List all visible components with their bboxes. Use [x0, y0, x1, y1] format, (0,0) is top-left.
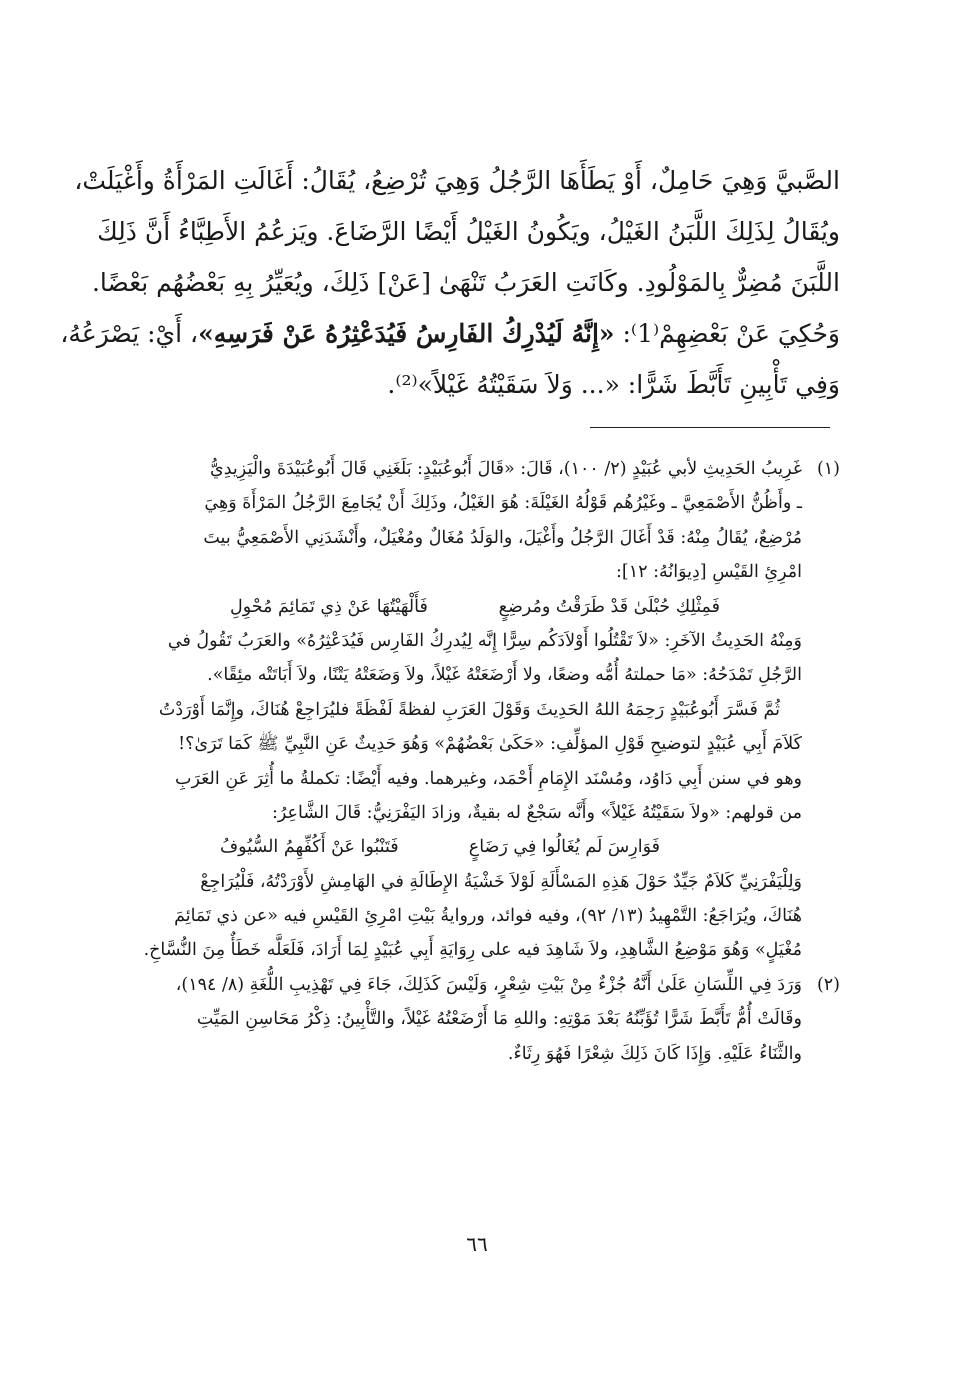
- main-text-block: [60, 155, 840, 410]
- poetry-verse: [110, 590, 840, 624]
- main-text-line-with-quote: [60, 308, 840, 359]
- footnote-line: وهو في سنن أَبِي دَاوُد، ومُسْنَد الإِمَامِ أَحْمَد، وغيرهما. وفيه أَيْضًا: تكملةُ ما أُثِرَ عَنِ العَرَبِ: [174, 768, 802, 789]
- main-text-line: ويُقَالُ لِذَلِكَ اللَّبَنُ الغَيْلُ، ويَكُونُ الغَيْلُ أَيْضًا الرَّضَاعَ. ويَزعُمُ الأَطِبَّاءُ أَنَّ ذَلِكَ: [97, 217, 840, 246]
- footnote-number: (٢): [816, 974, 840, 995]
- main-text-line: اللَّبَنَ مُضِرٌّ بِالمَوْلُودِ. وكَانَتِ العَرَبُ تَنْهَىٰ [عَنْ] ذَلِكَ، ويُعَيِّرُ بِهِ بَعْضُهُم بَعْضًا.: [91, 268, 840, 297]
- footnote-line: ثُمَّ فَسَّرَ أَبُوعُبَيْدٍ رَحِمَهُ اللهُ الحَدِيثَ وَقَوْلَ العَرَبِ لفظةً لَفْظَةً فليُرَاجِعْ هُنَاكَ، وإِنَّمَا أَوْرَدْتُ: [158, 699, 780, 720]
- footnote-line: وَمِنْهُ الحَدِيثُ الآخَرِ: «لاَ تَقْتُلُوا أَوْلاَدَكُم سِرًّا إِنَّه لِيُدرِكُ الفَارِس فَيُدَعْثِرُهُ» والعَرَبُ تَقُولُ في: [167, 630, 802, 651]
- footnote-number: (١): [816, 459, 840, 479]
- footnote-1: [110, 452, 840, 968]
- footnote-line: هُنَاكَ، ويُرَاجَعُ: التَّمْهِيدُ (١٣/ ٩٢)، وفيه فوائد، وروايةُ بَيْتِ امْرِئِ القَيْسِ فيه «عن ذي تَمَائِمَ: [174, 906, 802, 927]
- footnote-line: والثَّنَاءُ عَلَيْهِ. وَإِذَا كَانَ ذَلِكَ شِعْرًا فَهُوَ رِثَاءٌ.: [507, 1043, 802, 1064]
- main-text-fragment: وَحُكِيَ عَنْ بَعْضِهِمْ⁽1⁾:: [614, 319, 840, 348]
- footnote-line: [110, 452, 840, 486]
- footnote-text: غَرِيبُ الحَدِيثِ لأبي عُبَيْدٍ (٢/ ١٠٠)، قَالَ: «قَالَ أَبُوعُبَيْدٍ: بَلَغَنِي قَالَ أَبُوعُبَيْدَةَ والْيَزِيدِيُّ: [210, 459, 802, 479]
- footnote-separator: [590, 427, 830, 428]
- main-text-line: الصَّبيَّ وَهِيَ حَامِلٌ، أَوْ يَطَأَهَا الرَّجُلُ وَهِيَ تُرْضِعُ، يُقَالُ: أَغَالَتِ المَرْأَةُ وأَغْيَلَتْ،: [74, 166, 840, 195]
- footnote-line: وقَالَتْ أُمُّ تَأَبَّطَ شَرًّا تُؤَبِّنُهُ بَعْدَ مَوْتِهِ: واللهِ مَا أَرْضَعْتُهُ غَيْلاً، والتَّأْبِينُ: ذِكْرُ مَحَاسِنِ المَيِّتِ: [196, 1009, 802, 1030]
- footnotes-block: [110, 452, 840, 1071]
- footnote-line: مُرْضِعٌ، يُقَالُ مِنْهُ: قَدْ أَغَالَ الرَّجُلُ وأَغْيَلَ، والوَلَدُ مُغَالٌ ومُغْيَلٌ، وأَنْشَدَنِي الأَصْمَعِيُّ بيتَ: [203, 527, 802, 548]
- poetry-verse: [110, 830, 840, 864]
- verse-hemistich-left: فَأَلْهَيْتُهَا عَنْ ذِي تَمَائِمَ مُحْوِلِ: [230, 596, 428, 617]
- footnote-line: ـ وأَظُنُّ الأَصْمَعِيَّ ـ وغَيْرُهُم قَوْلُهُ الغَيْلَةَ: هُوَ الغَيْلُ، وذَلِكَ أَنْ يُجَامِعَ الرَّجُلُ المَرْأَةَ وَهِيَ: [204, 493, 802, 514]
- footnote-line: [110, 968, 840, 1002]
- page-number: ٦٦: [466, 1232, 488, 1256]
- footnote-line: مُغْيَلٍ» وَهُوَ مَوْضِعُ الشَّاهِدِ، ولاَ شَاهِدَ فيه على رِوَايَةِ أَبِي عُبَيْدٍ لِمَا أَرَادَ، فَلَعَلَّه خَطَأٌ مِنَ النُّسَّاخِ.: [143, 940, 802, 961]
- verse-hemistich-left: فَتَنْبُوا عَنْ أَكُفِّهِمُ السُّيُوفُ: [220, 837, 399, 858]
- footnote-line: كَلاَمَ أَبِي عُبَيْدٍ لتوضيحِ قَوْلِ المؤلِّفِ: «حَكَىٰ بَعْضُهُمْ» وَهُوَ حَدِيثٌ عَنِ النَّبِيِّ ﷺ كَمَا تَرَىٰ؟!: [178, 734, 802, 755]
- bold-quotation: «إِنَّهُ لَيُدْرِكُ الفَارِسُ فَيُدَعْثِرُهُ عَنْ فَرَسِهِ»: [198, 319, 615, 348]
- footnote-line: الرَّجُلِ تَمْدَحُهُ: «مَا حملتهُ أُمُّه وضعًا، ولا أَرْضَعَتْهُ غَيْلاً، ولاَ وَضَعَتْهُ يَتْنًا، ولاَ أَبَاتَتْه مئِقًا».: [207, 665, 802, 686]
- verse-hemistich-right: فَمِثْلِكِ حُبْلَىٰ قَدْ طَرَقْتُ ومُرضِعٍ: [498, 596, 720, 617]
- main-text-fragment: ، أَيْ: يَصْرَعُهُ،: [60, 319, 199, 348]
- verse-hemistich-right: فَوَارِسَ لَم يُغَالُوا فِي رَضَاعٍ: [468, 837, 660, 858]
- footnote-line: من قولهم: «ولاَ سَقَيْتُهُ غَيْلاً» وأَنَّه سَجْعٌ له بقيةٌ، وزادَ اليَفْرَنِيُّ: قَالَ الشَّاعِرُ:: [272, 802, 802, 823]
- footnote-text: وَرَدَ فِي اللِّسَانِ عَلَىٰ أَنَّهُ جُزْءٌ مِنْ بَيْتِ شِعْرٍ، وَلَيْسَ كَذَلِكَ، جَاءَ فِي تَهْذِيبِ اللُّغَةِ (٨/ ١٩٤)،: [175, 974, 802, 995]
- footnote-2: [110, 968, 840, 1071]
- main-text-line: وَفِي تَأْبِينِ تَأَبَّطَ شَرًّا: «... وَلاَ سَقَيْتُهُ غَيْلاً»⁽²⁾.: [387, 370, 840, 399]
- footnote-line: امْرِئِ القَيْسِ [دِيوَانُهُ: ١٢]:: [615, 562, 802, 583]
- footnote-line: وَلِلْيَفْرَنِيِّ كَلاَمٌ جَيِّدٌ حَوْلَ هَذِهِ المَسْأَلَةِ لَوْلاَ خَشْيَةُ الإِطَالَةِ في الهَامِشِ لأَوْرَدْتُهُ، فَلْيُرَاجِعْ: [200, 871, 802, 892]
